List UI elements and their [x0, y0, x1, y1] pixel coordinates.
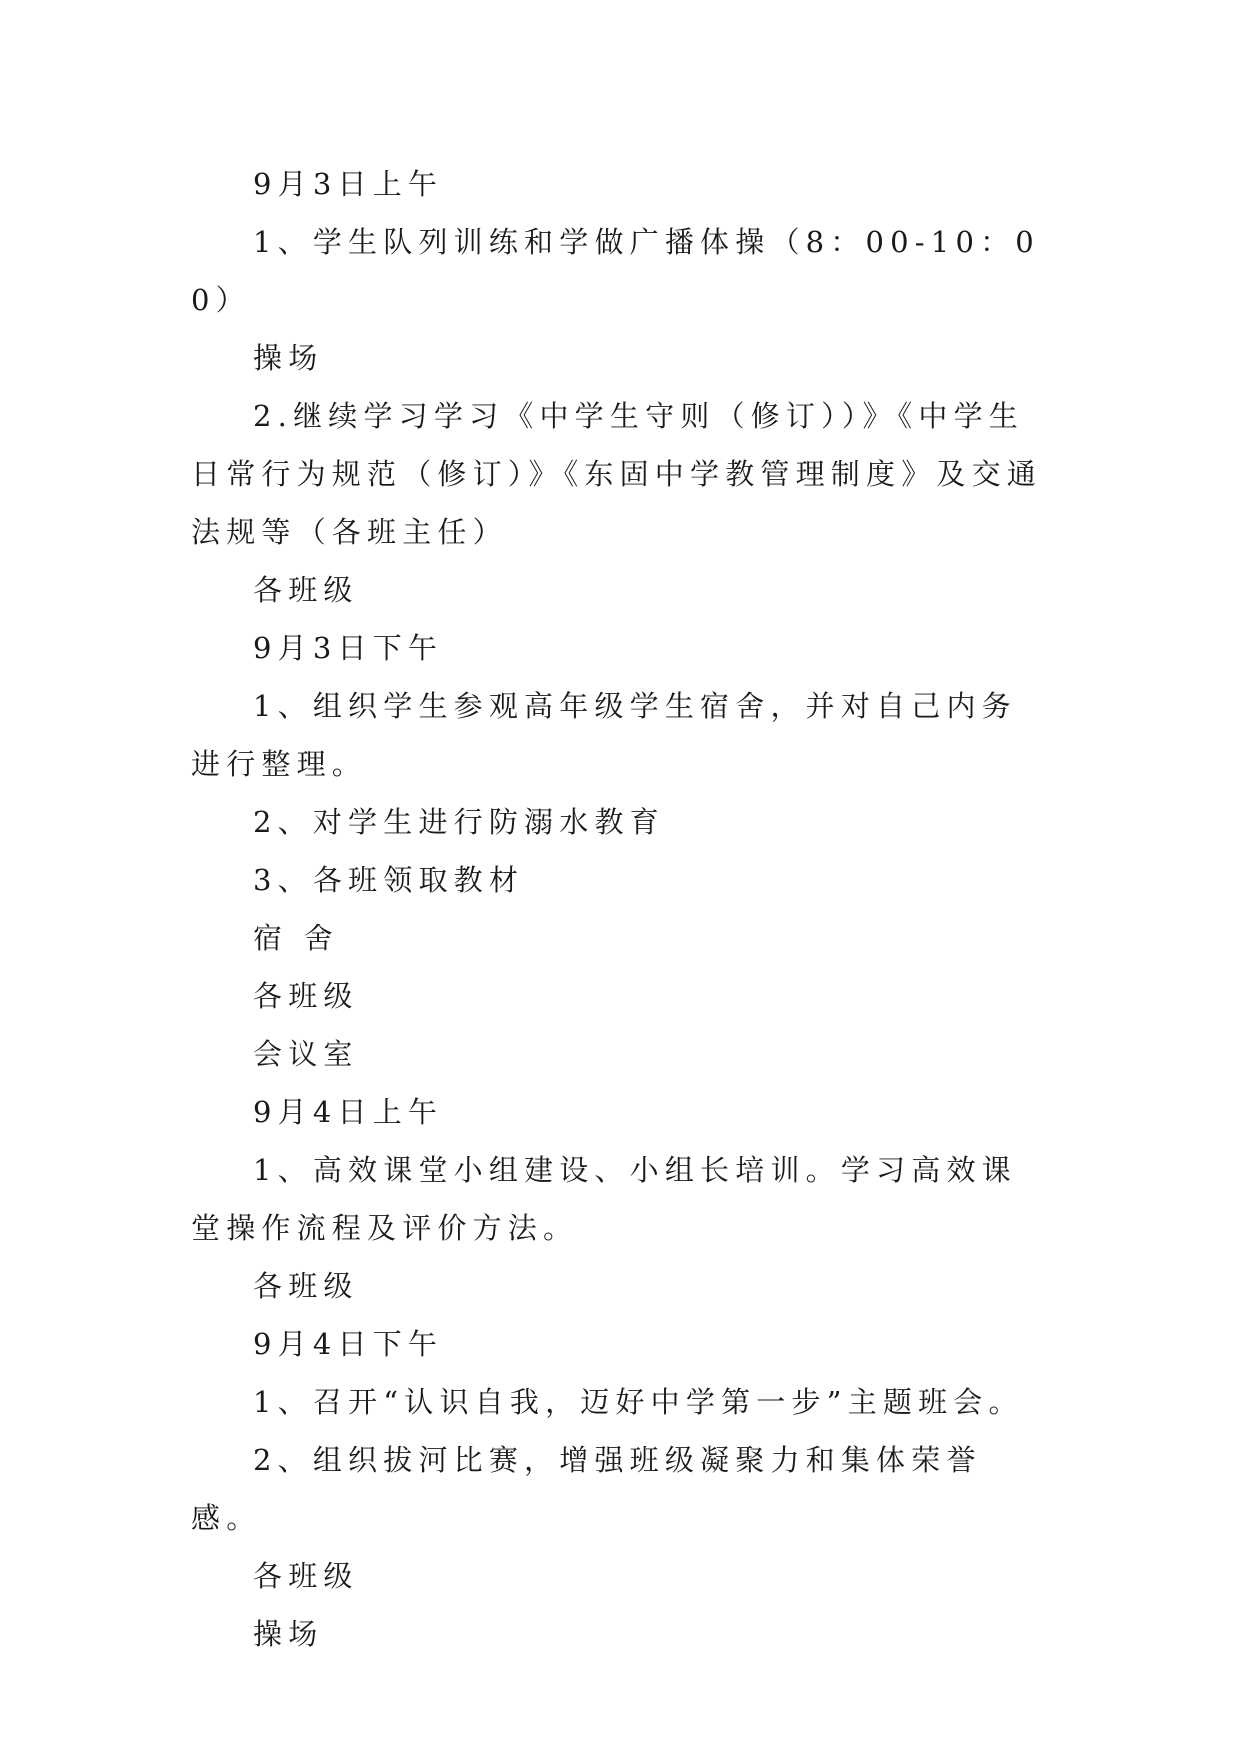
activity-item: 3、各班领取教材: [253, 863, 525, 897]
location-text: 各班级: [253, 979, 359, 1013]
document-body: [191, 155, 1051, 1663]
location-text: 各班级: [253, 1269, 359, 1303]
activity-item: 2.继续学习学习《中学生守则（修订））》《中学生日常行为规范（修订）》《东固中学教管理制度》及交通法规等（各班主任）: [191, 399, 1043, 549]
schedule-date-heading: 9月3日下午: [253, 631, 444, 665]
activity-item: 2、组织拔河比赛，增强班级凝聚力和集体荣誉感。: [191, 1443, 982, 1535]
location-text: 宿 舍: [253, 921, 339, 955]
location-text: 操场: [253, 1617, 324, 1651]
activity-item: 1、组织学生参观高年级学生宿舍，并对自己内务进行整理。: [191, 689, 1017, 781]
activity-item: 1、召开“认识自我，迈好中学第一步”主题班会。: [253, 1385, 1024, 1419]
activity-item: 1、高效课堂小组建设、小组长培训。学习高效课堂操作流程及评价方法。: [191, 1153, 1017, 1245]
location-text: 操场: [253, 341, 324, 375]
location-text: 会议室: [253, 1037, 359, 1071]
location-text: 各班级: [253, 573, 359, 607]
activity-item: 2、对学生进行防溺水教育: [253, 805, 665, 839]
schedule-date-heading: 9月3日上午: [253, 167, 444, 201]
activity-item: 1、学生队列训练和学做广播体操（8：00-10：00）: [191, 225, 1040, 317]
schedule-date-heading: 9月4日下午: [253, 1327, 444, 1361]
location-text: 各班级: [253, 1559, 359, 1593]
schedule-date-heading: 9月4日上午: [253, 1095, 444, 1129]
